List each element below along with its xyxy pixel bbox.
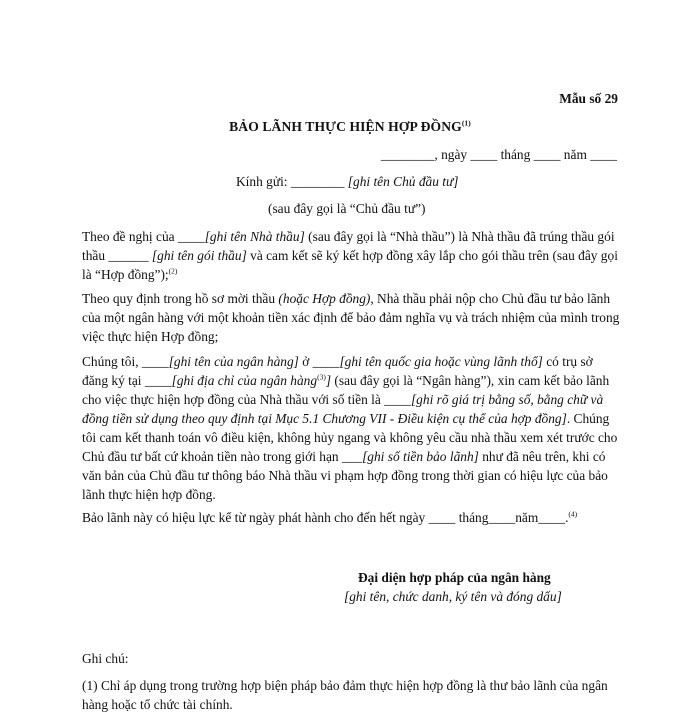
p3-placeholder-amount: [ghi rõ giá trị bằng số, bằng chữ và đồng tiền sử dụng theo quy định tại Mục 5.1 Chương VII - Điều kiện cụ thể của hợp đồng] — [82, 392, 604, 426]
title-footnote-ref: (1) — [461, 118, 471, 128]
paragraph-4 — [82, 508, 622, 527]
paragraph-1 — [82, 227, 622, 284]
p1-placeholder-contractor: [ghi tên Nhà thầu] — [204, 229, 305, 244]
p3-placeholder-guarantee-amount: [ghi số tiền bảo lãnh] — [362, 449, 479, 464]
p2-text-a: Theo quy định trong hồ sơ mời thầu — [82, 291, 279, 306]
p3-text-c: ở ____ — [298, 354, 340, 369]
form-number: Mẫu số 29 — [559, 91, 618, 106]
signature-title: Đại diện hợp pháp của ngân hàng — [358, 570, 551, 585]
addressee-alias: (sau đây gọi là “Chủ đầu tư”) — [268, 201, 426, 216]
p1-text-e: và cam kết sẽ ký kết hợp đồng xây lắp cho gói thầu trên (sau đây gọi là “Hợp đồng”); — [82, 248, 618, 282]
p1-text-a: Theo đề nghị của ____ — [82, 229, 205, 244]
document-title — [0, 117, 700, 136]
addressee-line — [236, 172, 459, 191]
p2-text-c: , Nhà thầu phải nộp cho Chủ đầu tư bảo lãnh của một ngân hàng với một khoản tiền xác định để bảo đảm nghĩa vụ và trách nhiệm của mình trong việc thực hiện Hợp đồng; — [82, 291, 620, 344]
paragraph-3 — [82, 352, 622, 504]
addressee-prefix: Kính gửi: ________ — [236, 174, 348, 189]
signature-instructions: [ghi tên, chức danh, ký tên và đóng dấu] — [344, 589, 562, 604]
date-line: ________, ngày ____ tháng ____ năm ____ — [380, 147, 617, 162]
p3-bracket-close: ] — [325, 373, 332, 388]
p3-text-k: . Chúng tôi cam kết thanh toán vô điều kiện, không hủy ngang và không yêu cầu nhà thầu xem xét trước cho Chủ đầu tư bất cứ khoản tiền nào trong giới hạn ___ — [82, 411, 618, 464]
p3-text-e: có trụ sở đăng ký tại ____ — [82, 354, 593, 388]
p3-placeholder-bank: [ghi tên của ngân hàng] — [168, 354, 299, 369]
title-text: BẢO LÃNH THỰC HIỆN HỢP ĐỒNG — [229, 119, 462, 134]
p3-footnote-ref: (3) — [317, 372, 326, 382]
p3-text-m: như đã nêu trên, khi có văn bản của Chủ đầu tư thông báo Nhà thầu vi phạm hợp đồng trong thời gian có hiệu lực của bảo lãnh thực hiện hợp đồng. — [82, 449, 608, 502]
note-1: (1) Chỉ áp dụng trong trường hợp biện pháp bảo đảm thực hiện hợp đồng là thư bảo lãnh của ngân hàng hoặc tổ chức tài chính. — [82, 678, 608, 712]
p4-text: Bảo lãnh này có hiệu lực kể từ ngày phát hành cho đến hết ngày ____ tháng____năm____. — [82, 510, 569, 525]
p2-italic-contract: (hoặc Hợp đồng) — [278, 291, 371, 306]
p3-text-a: Chúng tôi, ____ — [82, 354, 169, 369]
p3-text-i: (sau đây gọi là “Ngân hàng”), xin cam kết bảo lãnh cho việc thực hiện hợp đồng của Nhà thầu với số tiền là ____ — [82, 373, 610, 407]
paragraph-2 — [82, 289, 622, 346]
p1-text-c: (sau đây gọi là “Nhà thầu”) là Nhà thầu đã trúng thầu gói thầu ______ — [82, 229, 615, 263]
p1-placeholder-package: [ghi tên gói thầu] — [151, 248, 247, 263]
p4-footnote-ref: (4) — [568, 509, 578, 519]
addressee-placeholder: [ghi tên Chủ đầu tư] — [347, 174, 459, 189]
p3-placeholder-address: [ghi địa chỉ của ngân hàng — [171, 373, 318, 388]
notes-heading: Ghi chú: — [82, 651, 129, 666]
p1-footnote-ref: (2) — [168, 266, 178, 276]
p3-placeholder-country: [ghi tên quốc gia hoặc vùng lãnh thổ] — [339, 354, 543, 369]
